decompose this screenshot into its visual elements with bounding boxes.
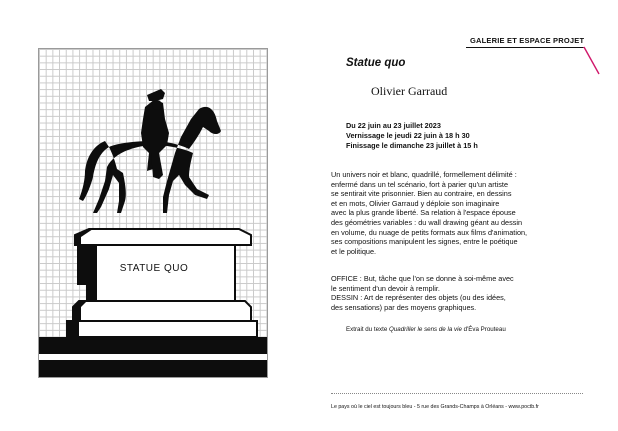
description-line: enfermé dans un tel scénario, fort à parier qu'un artiste	[331, 179, 509, 189]
description-line: des géométries variables : du wall drawing géant au dessin	[331, 217, 523, 227]
credit-suffix: d'Éva Prouteau	[461, 326, 506, 333]
description-line: et en mots, Olivier Garraud y déploie son imaginaire	[331, 198, 500, 208]
footer-divider	[331, 393, 583, 394]
date-line: Finissage le dimanche 23 juillet à 15 h	[346, 141, 478, 150]
exhibition-dates	[346, 121, 478, 151]
date-line: Du 22 juin au 23 juillet 2023	[346, 121, 441, 130]
description-text	[331, 170, 527, 256]
definition-line: OFFICE : But, tâche que l'on se donne à soi-même avec	[331, 274, 514, 283]
artist-name: Olivier Garraud	[371, 84, 448, 98]
equestrian-statue	[79, 89, 221, 213]
corner-accent-icon	[583, 46, 601, 76]
definition-line: DESSIN : Art de représenter des objets (ou des idées,	[331, 293, 506, 303]
credit-prefix: Extrait du texte	[346, 326, 389, 333]
footer-address: Le pays où le ciel est toujours bleu - 5 rue des Grands-Champs à Orléans - www.poctb.fr	[331, 404, 539, 410]
statue-drawing	[39, 49, 268, 378]
plinth-inscription: STATUE QUO	[119, 263, 189, 274]
description-line: Un univers noir et blanc, quadrillé, formellement délimité :	[331, 170, 517, 179]
header-divider	[466, 47, 584, 48]
date-line: Vernissage le jeudi 22 juin à 18 h 30	[346, 131, 470, 140]
definitions-text	[331, 274, 514, 312]
text-credit	[346, 326, 506, 333]
definition-line: des sensations) par des moyens graphiques.	[331, 302, 477, 312]
gallery-header-label: GALERIE ET ESPACE PROJET	[470, 36, 585, 45]
credit-work-title: Quadriller le sens de la vie	[389, 326, 462, 333]
description-line: en volume, du nuage de petits formats aux films d'animation,	[331, 227, 528, 237]
description-line: avec la plus grande liberté. Sa relation à l'espace épouse	[331, 208, 516, 218]
artwork-image	[38, 48, 268, 378]
description-line: et le politique.	[331, 246, 377, 256]
definition-line: le sentiment d'un devoir à remplir.	[331, 283, 440, 293]
description-line: ses compositions manipulent les signes, entre le poétique	[331, 237, 518, 247]
exhibition-title: Statue quo	[346, 57, 406, 69]
description-line: se sentirait vite prisonnier. Bien au contraire, en dessins	[331, 189, 512, 199]
